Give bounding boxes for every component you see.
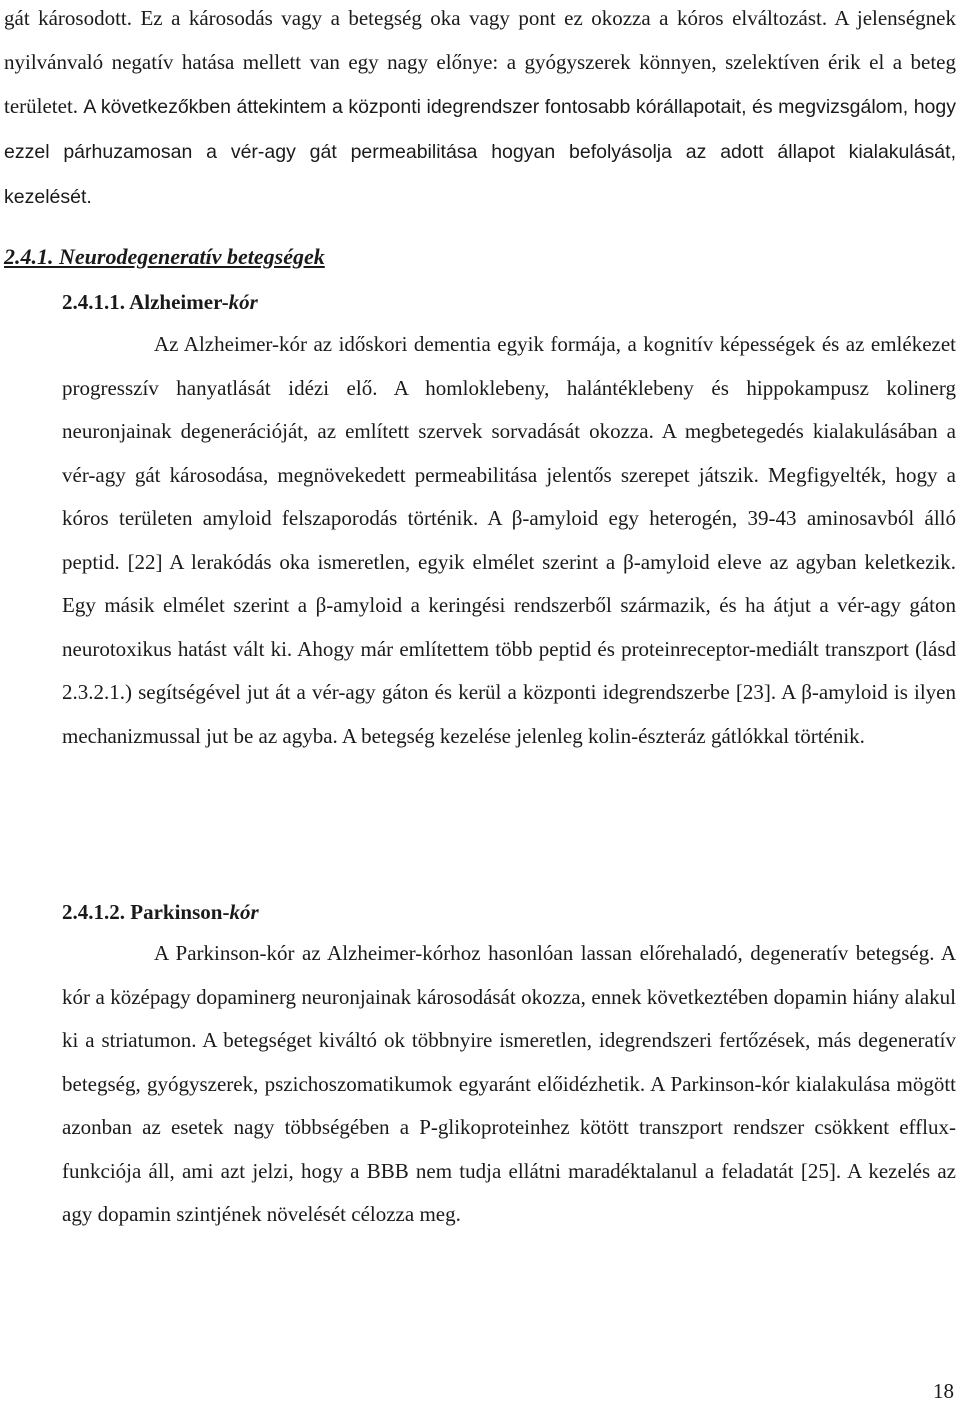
alzheimer-title-italic: kór <box>228 290 258 314</box>
alzheimer-number: 2.4.1.1. <box>62 290 125 314</box>
alzheimer-title: Alzheimer- <box>129 290 229 314</box>
parkinson-title-italic: kór <box>229 900 259 924</box>
parkinson-paragraph: A Parkinson-kór az Alzheimer-kórhoz hasonlóan lassan előrehaladó, degeneratív betegség. A kór a középagy dopaminerg neuronjainak károsodását okozza, ennek következtében dopamin hiány alakul ki a striatumon. A betegséget kiváltó ok többnyire ismeretlen, idegrendszeri fertőzések, más degeneratív betegség, gyógyszerek, pszichoszomatikumok egyaránt előidézhetik. A Parkinson-kór kialakulása mögött azonban az esetek nagy többségében a P-glikoproteinhez kötött transzport rendszer csökkent efflux-funkciója áll, ami azt jelzi, hogy a BBB nem tudja ellátni maradéktalanul a feladatát [25]. A kezelés az agy dopamin szintjének növelését célozza meg. <box>62 941 956 1226</box>
intro-paragraph <box>4 0 956 219</box>
intro-text-serif: gát károsodott. Ez a károsodás vagy a betegség oka vagy pont ez okozza a kóros elváltozást. A jelenségnek nyilvánvaló negatív hatása mellett van egy nagy előnye: a gyógyszerek könnyen, szelektíven érik el a beteg területet. <box>4 6 956 118</box>
parkinson-number: 2.4.1.2. <box>62 900 125 924</box>
parkinson-heading <box>62 897 259 927</box>
section-heading: 2.4.1. Neurodegeneratív betegségek <box>4 244 325 269</box>
alzheimer-heading <box>62 287 258 317</box>
intro-text-sans: A következőkben áttekintem a központi idegrendszer fontosabb kórállapotait, és megvizsgálom, hogy ezzel párhuzamosan a vér-agy gát permeabilitása hogyan befolyásolja az adott állapot kialakulását, kezelését. <box>4 96 956 208</box>
alzheimer-paragraph: Az Alzheimer-kór az időskori dementia egyik formája, a kognitív képességek és az emlékezet progresszív hanyatlását idézi elő. A homloklebeny, halántéklebeny és hippokampusz kolinerg neuronjainak degenerációját, az említett szervek sorvadását okozza. A megbetegedés kialakulásában a vér-agy gát károsodása, megnövekedett permeabilitása jelentős szerepet játszik. Megfigyelték, hogy a kóros területen amyloid felszaporodás történik. A β-amyloid egy heterogén, 39-43 aminosavból álló peptid. [22] A lerakódás oka ismeretlen, egyik elmélet szerint a β-amyloid eleve az agyban keletkezik. Egy másik elmélet szerint a β-amyloid a keringési rendszerből származik, és ha átjut a vér-agy gáton neurotoxikus hatást vált ki. Ahogy már említettem több peptid és proteinreceptor-mediált transzport (lásd 2.3.2.1.) segítségével jut át a vér-agy gáton és kerül a központi idegrendszerbe [23]. A β-amyloid is ilyen mechanizmussal jut be az agyba. A betegség kezelése jelenleg kolin-észteráz gátlókkal történik. <box>62 332 956 748</box>
parkinson-title: Parkinson- <box>130 900 230 924</box>
page-number: 18 <box>933 1379 954 1403</box>
